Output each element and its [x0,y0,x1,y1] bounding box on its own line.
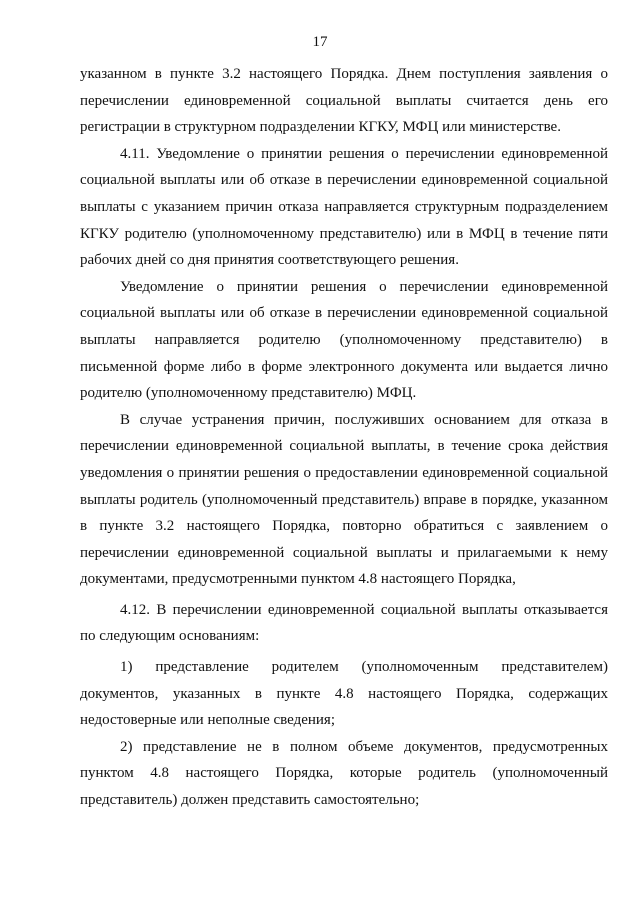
paragraph-4-12: 4.12. В перечислении единовременной социальной выплаты отказывается по следующим основаниям: [80,601,608,645]
paragraph-reason-1: 1) представление родителем (уполномоченным представителем) документов, указанных в пункте 4.8 настоящего Порядка, содержащих недостоверные или неполные сведения; [80,659,608,729]
document-body [80,61,608,814]
paragraph-continuation: указанном в пункте 3.2 настоящего Порядка. Днем поступления заявления о перечислении единовременной социальной выплаты считается день его регистрации в структурном подразделении КГКУ, МФЦ или министерстве. [80,66,608,136]
page-number: 17 [312,34,328,50]
paragraph-notification-form: Уведомление о принятии решения о перечислении единовременной социальной выплаты или об отказе в перечислении единовременной социальной выплаты направляется родителю (уполномоченному представителю) в письменной форме либо в форме электронного документа или выдается лично родителю (уполномоченному представителю) МФЦ. [80,278,608,402]
paragraph-reapplication: В случае устранения причин, послуживших основанием для отказа в перечислении единовременной социальной выплаты, в течение срока действия уведомления о принятии решения о предоставлении единовременной социальной выплаты родитель (уполномоченный представитель) вправе в порядке, указанном в пункте 3.2 настоящего Порядка, повторно обратиться с заявлением о перечислении единовременной социальной выплаты и прилагаемыми к нему документами, предусмотренными пунктом 4.8 настоящего Порядка, [80,411,608,588]
paragraph-4-11: 4.11. Уведомление о принятии решения о перечислении единовременной социальной выплаты или об отказе в перечислении единовременной социальной выплаты с указанием причин отказа направляется структурным подразделением КГКУ родителю (уполномоченному представителю) или в МФЦ в течение пяти рабочих дней со дня принятия соответствующего решения. [80,145,608,269]
paragraph-reason-2: 2) представление не в полном объеме документов, предусмотренных пунктом 4.8 настоящего Порядка, которые родитель (уполномоченный представитель) должен представить самостоятельно; [80,738,608,809]
